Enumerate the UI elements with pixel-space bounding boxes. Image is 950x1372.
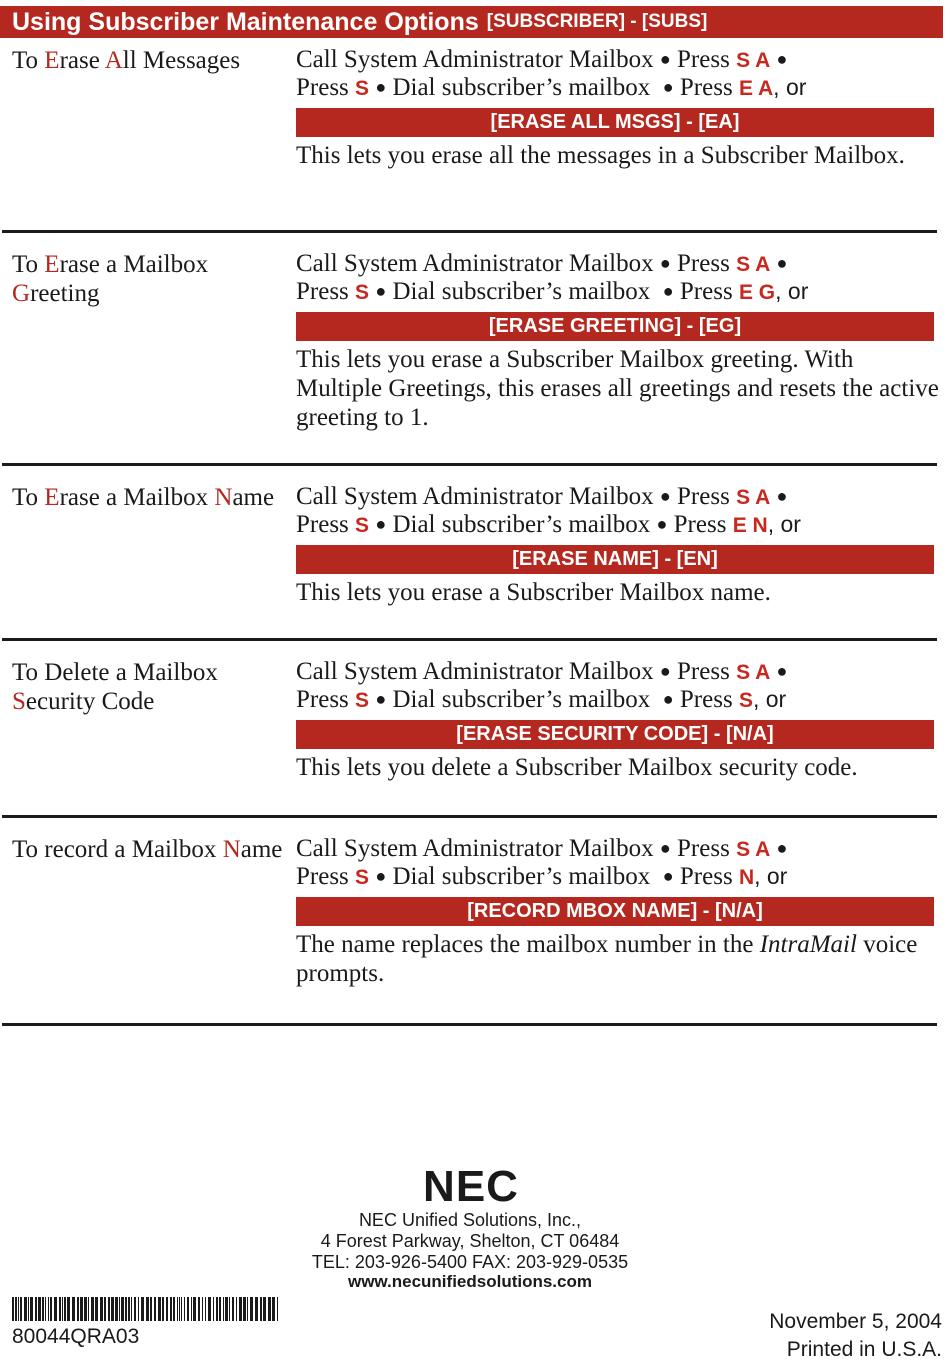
key-code: S A: [736, 838, 771, 861]
option-title: To Delete a Mailbox Security Code: [12, 659, 218, 715]
key-code: S: [355, 514, 370, 537]
publication-date: November 5, 2004: [769, 1310, 942, 1333]
phone-fax: TEL: 203-926-5400 FAX: 203-929-0535: [311, 1252, 629, 1272]
option-title: To Erase All Messages: [12, 47, 241, 74]
instruction-line-1: Call System Administrator Mailbox ● Press S A ●: [296, 250, 788, 277]
instruction-line-2: Press S ● Dial subscriber’s mailbox ● Press S, or: [296, 686, 787, 713]
key-code: S: [738, 689, 753, 712]
option-section-erase-name: [0, 483, 943, 633]
option-description: The name replaces the mailbox number in the IntraMail voice prompts.: [296, 931, 918, 987]
option-body: [296, 483, 941, 607]
option-body: [296, 835, 941, 988]
option-section-erase-all-messages: [0, 46, 943, 236]
key-code: S: [355, 281, 370, 304]
option-section-erase-greeting: [0, 250, 943, 460]
section-divider: [2, 463, 937, 466]
instruction-line-2: Press S ● Dial subscriber’s mailbox ● Press N, or: [296, 863, 788, 890]
command-bar: [RECORD MBOX NAME] - [N/A]: [296, 897, 934, 926]
option-description: This lets you erase all the messages in a Subscriber Mailbox.: [296, 142, 905, 169]
key-code: S A: [736, 49, 771, 72]
key-code: S: [355, 689, 370, 712]
nec-logo: NEC: [423, 1162, 519, 1211]
key-code: N: [738, 866, 755, 889]
key-code: S: [355, 77, 370, 100]
key-code: S A: [736, 486, 771, 509]
option-description: This lets you erase a Subscriber Mailbox greeting. With Multiple Greetings, this erases all greetings and resets the active greeting to 1.: [296, 346, 939, 431]
instruction-line-2: Press S ● Dial subscriber’s mailbox ● Press E A, or: [296, 74, 807, 101]
option-title: To Erase a Mailbox Name: [12, 484, 275, 511]
barcode-icon: [12, 1297, 280, 1321]
option-section-delete-security-code: [0, 658, 943, 808]
page-command-tag: [SUBSCRIBER] - [SUBS]: [486, 11, 708, 32]
command-bar: [ERASE SECURITY CODE] - [N/A]: [296, 720, 934, 749]
option-title: To Erase a Mailbox Greeting: [12, 251, 209, 307]
key-code: E G: [738, 281, 776, 304]
command-bar: [ERASE ALL MSGS] - [EA]: [296, 108, 934, 137]
instruction-line-1: Call System Administrator Mailbox ● Press S A ●: [296, 483, 788, 510]
option-body: [296, 250, 941, 432]
instruction-line-1: Call System Administrator Mailbox ● Press S A ●: [296, 835, 788, 862]
street-address: 4 Forest Parkway, Shelton, CT 06484: [320, 1231, 620, 1251]
key-code: S A: [736, 253, 771, 276]
option-description: This lets you delete a Subscriber Mailbox security code.: [296, 754, 858, 781]
key-code: E N: [732, 514, 768, 537]
part-number: 80044QRA03: [12, 1325, 140, 1348]
publication-info: [769, 1308, 942, 1364]
instruction-line-2: Press S ● Dial subscriber’s mailbox ● Press E G, or: [296, 278, 809, 305]
option-title: To record a Mailbox Name: [12, 836, 283, 863]
page-title: Using Subscriber Maintenance Options: [12, 7, 479, 36]
section-divider: [2, 638, 937, 641]
command-bar: [ERASE GREETING] - [EG]: [296, 312, 934, 341]
option-section-record-name: [0, 835, 943, 1015]
option-body: [296, 46, 941, 170]
page-header: [0, 6, 943, 38]
website-link[interactable]: www.necunifiedsolutions.com: [347, 1272, 592, 1291]
command-bar: [ERASE NAME] - [EN]: [296, 545, 934, 574]
section-divider: [2, 815, 937, 818]
instruction-line-1: Call System Administrator Mailbox ● Press S A ●: [296, 46, 788, 73]
option-description: This lets you erase a Subscriber Mailbox name.: [296, 579, 771, 606]
key-code: S A: [736, 661, 771, 684]
instruction-line-1: Call System Administrator Mailbox ● Press S A ●: [296, 658, 788, 685]
option-body: [296, 658, 941, 782]
key-code: E A: [738, 77, 774, 100]
instruction-line-2: Press S ● Dial subscriber’s mailbox ● Press E N, or: [296, 511, 801, 538]
section-divider: [2, 1023, 937, 1026]
company-address: [255, 1210, 685, 1290]
page-footer: [0, 1162, 950, 1372]
section-divider: [2, 230, 937, 233]
printed-location: Printed in U.S.A.: [786, 1338, 942, 1361]
company-name: NEC Unified Solutions, Inc.,: [358, 1210, 582, 1230]
key-code: S: [355, 866, 370, 889]
